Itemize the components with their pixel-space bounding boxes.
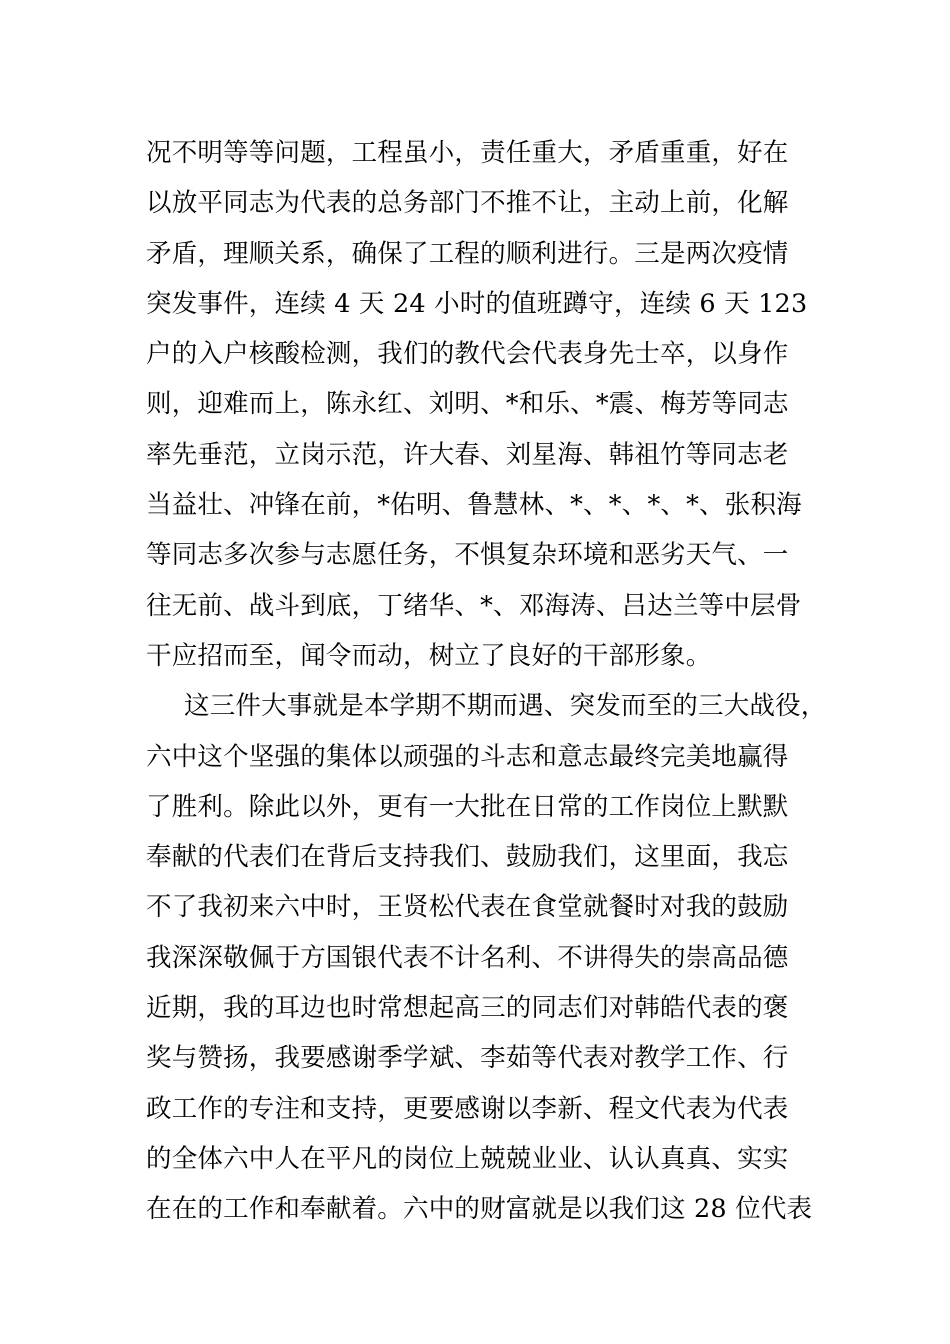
text-line: 户的入户核酸检测，我们的教代会代表身先士卒，以身作 — [146, 339, 789, 370]
text-line: 奉献的代表们在背后支持我们、鼓励我们，这里面，我忘 — [146, 842, 789, 873]
text-line: 往无前、战斗到底，丁绪华、*、邓海涛、吕达兰等中层骨 — [146, 590, 802, 621]
text-line: 政工作的专注和支持，更要感谢以李新、程文代表为代表 — [146, 1093, 789, 1124]
text-line: 我深深敬佩于方国银代表不计名利、不讲得失的崇高品德 — [146, 942, 789, 973]
text-line: 等同志多次参与志愿任务，不惧复杂环境和恶劣天气、一 — [146, 540, 789, 571]
paragraph-first-line: 这三件大事就是本学期不期而遇、突发而至的三大战役， — [184, 691, 827, 722]
text-line: 则，迎难而上，陈永红、刘明、*和乐、*震、梅芳等同志 — [146, 389, 789, 420]
text-line: 奖与赞扬，我要感谢季学斌、李茹等代表对教学工作、行 — [146, 1043, 789, 1074]
text-line: 率先垂范，立岗示范，许大春、刘星海、韩祖竹等同志老 — [146, 439, 789, 470]
text-line: 了胜利。除此以外，更有一大批在日常的工作岗位上默默 — [146, 791, 789, 822]
text-line: 不了我初来六中时，王贤松代表在食堂就餐时对我的鼓励 — [146, 892, 789, 923]
text-line: 突发事件，连续 4 天 24 小时的值班蹲守，连续 6 天 123 — [146, 288, 808, 319]
text-line: 矛盾，理顺关系，确保了工程的顺利进行。三是两次疫情 — [146, 238, 789, 269]
text-line: 六中这个坚强的集体以顽强的斗志和意志最终完美地赢得 — [146, 741, 789, 772]
text-line: 干应招而至，闻令而动，树立了良好的干部形象。 — [146, 640, 712, 671]
text-line: 以放平同志为代表的总务部门不推不让，主动上前，化解 — [146, 188, 789, 219]
text-line: 况不明等等问题，工程虽小，责任重大，矛盾重重，好在 — [146, 138, 789, 168]
text-line: 的全体六中人在平凡的岗位上兢兢业业、认认真真、实实 — [146, 1143, 789, 1174]
text-line: 当益壮、冲锋在前，*佑明、鲁慧林、*、*、*、*、张积海 — [146, 490, 802, 521]
text-line: 在在的工作和奉献着。六中的财富就是以我们这 28 位代表 — [146, 1194, 813, 1225]
text-line: 近期，我的耳边也时常想起高三的同志们对韩皓代表的褒 — [146, 993, 789, 1024]
body-text — [146, 128, 826, 1235]
